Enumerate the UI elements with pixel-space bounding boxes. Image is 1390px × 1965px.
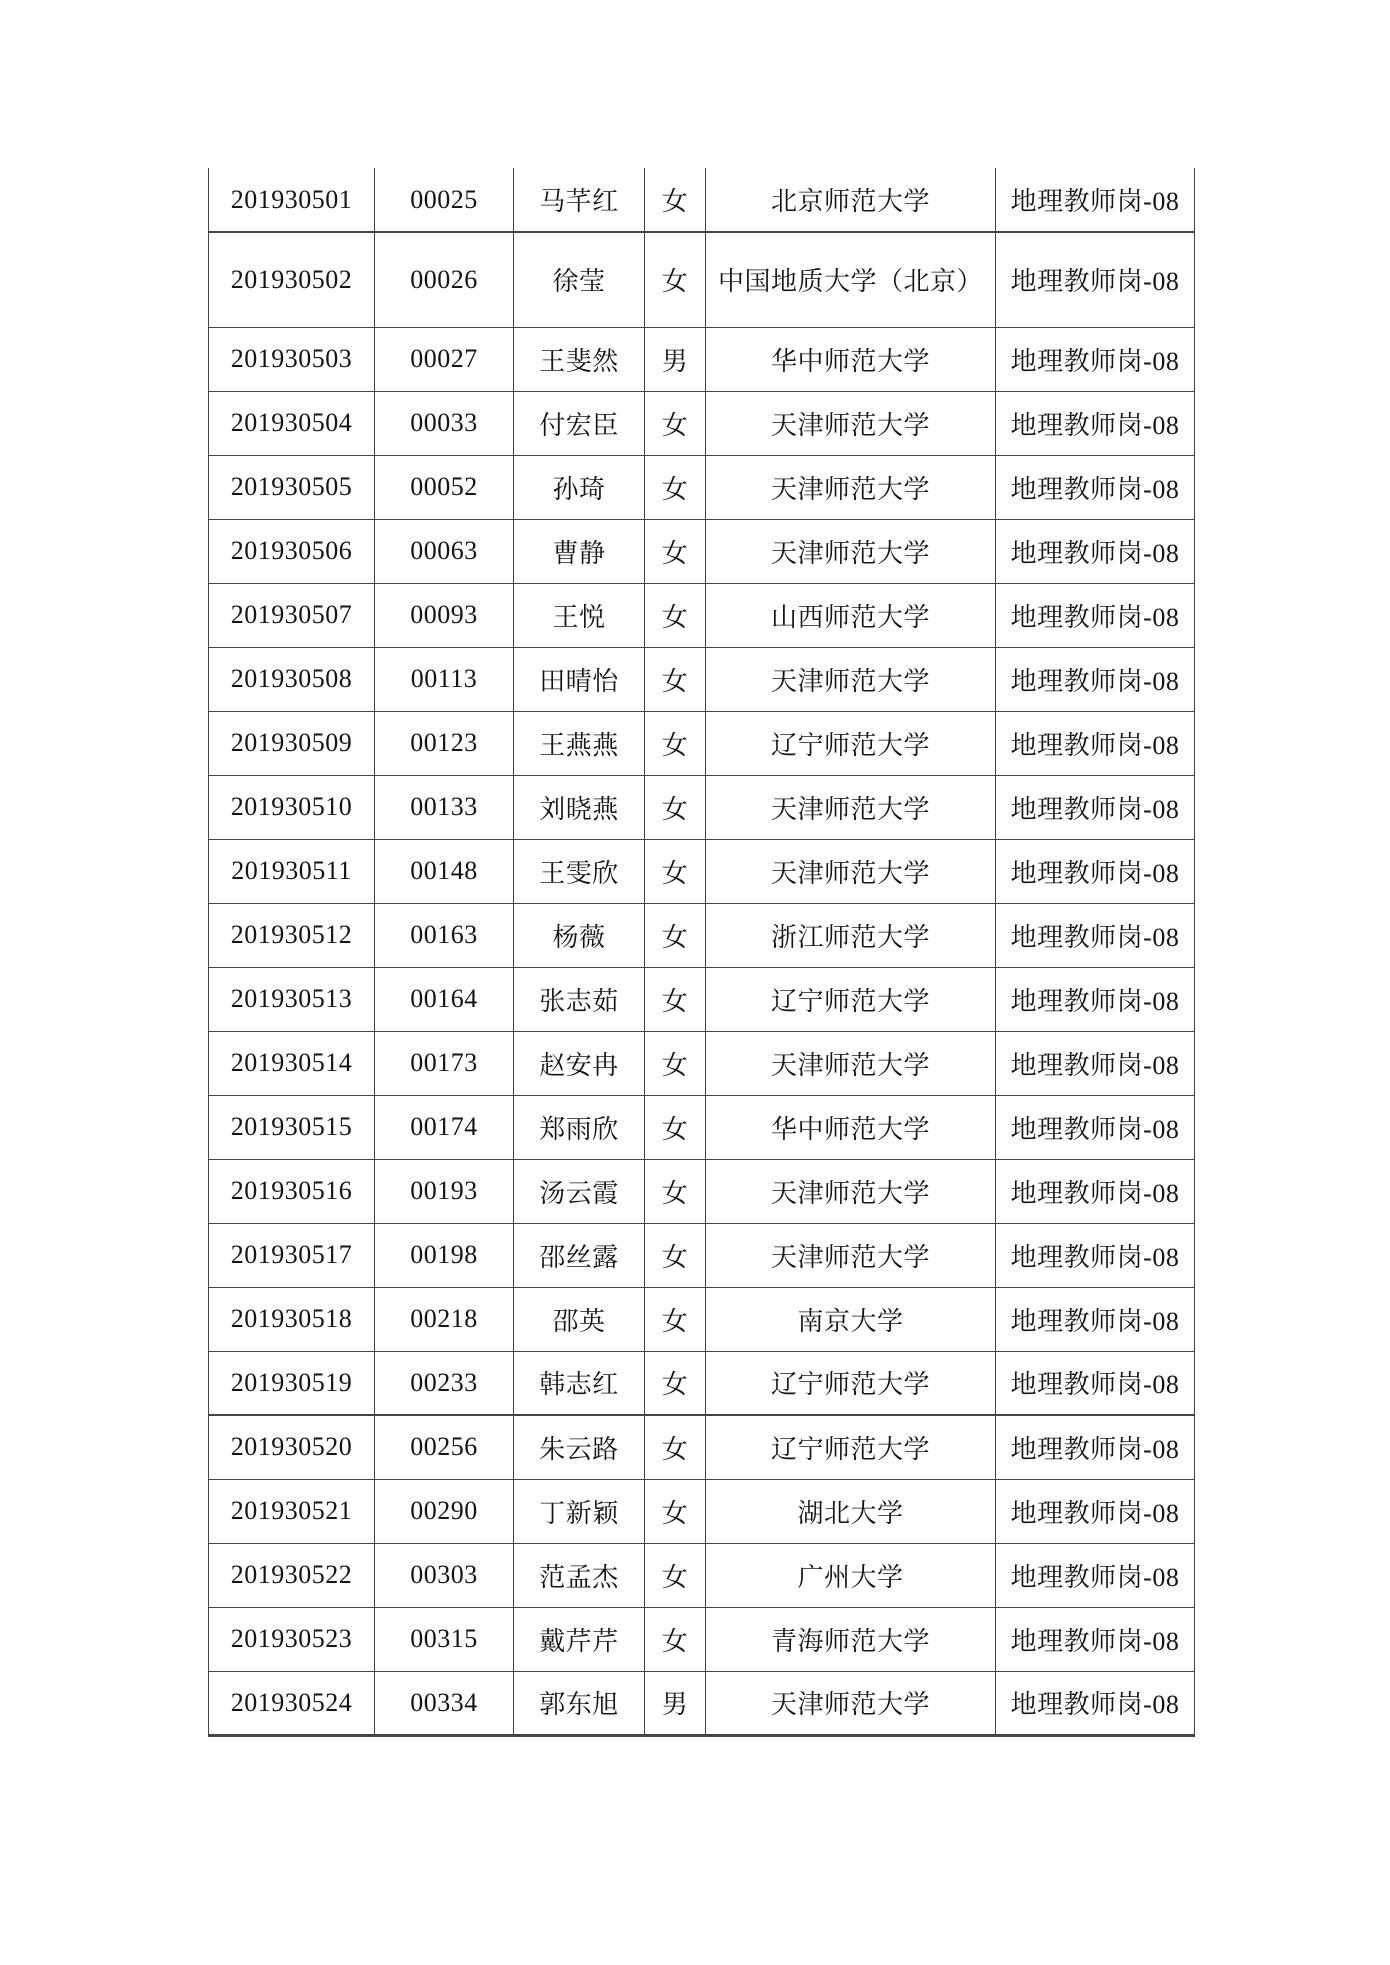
cell-registration-number: 00198 <box>375 1223 514 1287</box>
cell-gender: 女 <box>645 232 706 327</box>
cell-exam-number: 201930515 <box>209 1095 375 1159</box>
cell-graduate-school: 南京大学 <box>706 1287 996 1351</box>
cell-position: 地理教师岗-08 <box>996 1415 1195 1479</box>
cell-graduate-school: 辽宁师范大学 <box>706 1351 996 1415</box>
cell-registration-number: 00025 <box>375 168 514 232</box>
cell-position: 地理教师岗-08 <box>996 1095 1195 1159</box>
cell-candidate-name: 张志茹 <box>514 967 645 1031</box>
table-row <box>209 1287 1195 1351</box>
cell-graduate-school: 山西师范大学 <box>706 583 996 647</box>
cell-candidate-name: 王雯欣 <box>514 839 645 903</box>
table-row <box>209 583 1195 647</box>
cell-graduate-school: 天津师范大学 <box>706 647 996 711</box>
candidate-roster-table <box>208 168 1195 1737</box>
cell-gender: 女 <box>645 519 706 583</box>
cell-exam-number: 201930524 <box>209 1671 375 1735</box>
cell-exam-number: 201930520 <box>209 1415 375 1479</box>
cell-gender: 男 <box>645 327 706 391</box>
table-row <box>209 327 1195 391</box>
cell-registration-number: 00174 <box>375 1095 514 1159</box>
cell-candidate-name: 范孟杰 <box>514 1543 645 1607</box>
cell-registration-number: 00218 <box>375 1287 514 1351</box>
cell-position: 地理教师岗-08 <box>996 327 1195 391</box>
table-row <box>209 839 1195 903</box>
cell-exam-number: 201930514 <box>209 1031 375 1095</box>
cell-position: 地理教师岗-08 <box>996 1479 1195 1543</box>
cell-position: 地理教师岗-08 <box>996 583 1195 647</box>
table-row <box>209 455 1195 519</box>
cell-gender: 女 <box>645 1351 706 1415</box>
cell-gender: 女 <box>645 967 706 1031</box>
table-row <box>209 1543 1195 1607</box>
table-row <box>209 232 1195 327</box>
cell-gender: 女 <box>645 839 706 903</box>
cell-graduate-school: 中国地质大学（北京） <box>706 232 996 327</box>
cell-candidate-name: 付宏臣 <box>514 391 645 455</box>
cell-exam-number: 201930513 <box>209 967 375 1031</box>
cell-position: 地理教师岗-08 <box>996 1287 1195 1351</box>
roster-table-body <box>209 168 1195 1735</box>
cell-candidate-name: 丁新颖 <box>514 1479 645 1543</box>
cell-position: 地理教师岗-08 <box>996 839 1195 903</box>
cell-exam-number: 201930511 <box>209 839 375 903</box>
cell-registration-number: 00173 <box>375 1031 514 1095</box>
cell-registration-number: 00052 <box>375 455 514 519</box>
cell-exam-number: 201930503 <box>209 327 375 391</box>
cell-candidate-name: 孙琦 <box>514 455 645 519</box>
table-row <box>209 1607 1195 1671</box>
cell-gender: 女 <box>645 775 706 839</box>
cell-registration-number: 00256 <box>375 1415 514 1479</box>
cell-graduate-school: 天津师范大学 <box>706 1159 996 1223</box>
cell-position: 地理教师岗-08 <box>996 1543 1195 1607</box>
cell-candidate-name: 邵英 <box>514 1287 645 1351</box>
cell-registration-number: 00093 <box>375 583 514 647</box>
cell-position: 地理教师岗-08 <box>996 711 1195 775</box>
cell-graduate-school: 天津师范大学 <box>706 839 996 903</box>
cell-candidate-name: 汤云霞 <box>514 1159 645 1223</box>
table-row <box>209 711 1195 775</box>
cell-registration-number: 00193 <box>375 1159 514 1223</box>
cell-registration-number: 00133 <box>375 775 514 839</box>
cell-registration-number: 00033 <box>375 391 514 455</box>
cell-graduate-school: 天津师范大学 <box>706 1223 996 1287</box>
cell-gender: 女 <box>645 391 706 455</box>
cell-registration-number: 00164 <box>375 967 514 1031</box>
cell-gender: 女 <box>645 1095 706 1159</box>
cell-registration-number: 00315 <box>375 1607 514 1671</box>
cell-registration-number: 00334 <box>375 1671 514 1735</box>
cell-candidate-name: 郭东旭 <box>514 1671 645 1735</box>
table-row <box>209 775 1195 839</box>
cell-exam-number: 201930504 <box>209 391 375 455</box>
cell-registration-number: 00233 <box>375 1351 514 1415</box>
cell-gender: 女 <box>645 168 706 232</box>
table-row <box>209 1031 1195 1095</box>
table-row <box>209 391 1195 455</box>
cell-exam-number: 201930517 <box>209 1223 375 1287</box>
cell-exam-number: 201930516 <box>209 1159 375 1223</box>
cell-position: 地理教师岗-08 <box>996 391 1195 455</box>
cell-candidate-name: 王斐然 <box>514 327 645 391</box>
cell-graduate-school: 天津师范大学 <box>706 391 996 455</box>
cell-graduate-school: 辽宁师范大学 <box>706 1415 996 1479</box>
cell-position: 地理教师岗-08 <box>996 775 1195 839</box>
cell-gender: 女 <box>645 583 706 647</box>
cell-graduate-school: 湖北大学 <box>706 1479 996 1543</box>
cell-gender: 女 <box>645 903 706 967</box>
cell-gender: 女 <box>645 1415 706 1479</box>
cell-position: 地理教师岗-08 <box>996 1351 1195 1415</box>
cell-exam-number: 201930506 <box>209 519 375 583</box>
cell-gender: 女 <box>645 1543 706 1607</box>
cell-position: 地理教师岗-08 <box>996 967 1195 1031</box>
table-row <box>209 647 1195 711</box>
cell-gender: 女 <box>645 647 706 711</box>
cell-graduate-school: 辽宁师范大学 <box>706 711 996 775</box>
cell-exam-number: 201930501 <box>209 168 375 232</box>
cell-exam-number: 201930505 <box>209 455 375 519</box>
cell-registration-number: 00063 <box>375 519 514 583</box>
cell-position: 地理教师岗-08 <box>996 1159 1195 1223</box>
cell-position: 地理教师岗-08 <box>996 232 1195 327</box>
cell-gender: 女 <box>645 711 706 775</box>
table-row <box>209 1159 1195 1223</box>
table-row <box>209 1351 1195 1415</box>
cell-position: 地理教师岗-08 <box>996 168 1195 232</box>
cell-graduate-school: 天津师范大学 <box>706 455 996 519</box>
cell-exam-number: 201930512 <box>209 903 375 967</box>
cell-gender: 女 <box>645 1287 706 1351</box>
cell-registration-number: 00148 <box>375 839 514 903</box>
table-row <box>209 1223 1195 1287</box>
cell-exam-number: 201930522 <box>209 1543 375 1607</box>
cell-registration-number: 00290 <box>375 1479 514 1543</box>
cell-graduate-school: 天津师范大学 <box>706 1671 996 1735</box>
table-row <box>209 1415 1195 1479</box>
cell-exam-number: 201930519 <box>209 1351 375 1415</box>
cell-registration-number: 00027 <box>375 327 514 391</box>
cell-registration-number: 00303 <box>375 1543 514 1607</box>
cell-registration-number: 00026 <box>375 232 514 327</box>
cell-exam-number: 201930502 <box>209 232 375 327</box>
cell-candidate-name: 郑雨欣 <box>514 1095 645 1159</box>
cell-graduate-school: 天津师范大学 <box>706 1031 996 1095</box>
table-row <box>209 1671 1195 1735</box>
table-row <box>209 519 1195 583</box>
cell-position: 地理教师岗-08 <box>996 647 1195 711</box>
cell-graduate-school: 青海师范大学 <box>706 1607 996 1671</box>
cell-candidate-name: 杨薇 <box>514 903 645 967</box>
cell-candidate-name: 戴芹芹 <box>514 1607 645 1671</box>
cell-position: 地理教师岗-08 <box>996 903 1195 967</box>
cell-candidate-name: 曹静 <box>514 519 645 583</box>
cell-exam-number: 201930521 <box>209 1479 375 1543</box>
cell-exam-number: 201930510 <box>209 775 375 839</box>
cell-graduate-school: 广州大学 <box>706 1543 996 1607</box>
cell-graduate-school: 华中师范大学 <box>706 1095 996 1159</box>
cell-registration-number: 00123 <box>375 711 514 775</box>
cell-graduate-school: 辽宁师范大学 <box>706 967 996 1031</box>
cell-gender: 女 <box>645 455 706 519</box>
table-row <box>209 1479 1195 1543</box>
cell-registration-number: 00113 <box>375 647 514 711</box>
table-row <box>209 1095 1195 1159</box>
cell-position: 地理教师岗-08 <box>996 1223 1195 1287</box>
cell-exam-number: 201930523 <box>209 1607 375 1671</box>
cell-exam-number: 201930508 <box>209 647 375 711</box>
cell-exam-number: 201930518 <box>209 1287 375 1351</box>
cell-position: 地理教师岗-08 <box>996 519 1195 583</box>
cell-graduate-school: 北京师范大学 <box>706 168 996 232</box>
cell-gender: 女 <box>645 1031 706 1095</box>
cell-candidate-name: 刘晓燕 <box>514 775 645 839</box>
cell-gender: 男 <box>645 1671 706 1735</box>
cell-graduate-school: 天津师范大学 <box>706 519 996 583</box>
cell-exam-number: 201930507 <box>209 583 375 647</box>
cell-gender: 女 <box>645 1223 706 1287</box>
cell-candidate-name: 马芊红 <box>514 168 645 232</box>
cell-position: 地理教师岗-08 <box>996 1607 1195 1671</box>
cell-gender: 女 <box>645 1159 706 1223</box>
cell-registration-number: 00163 <box>375 903 514 967</box>
cell-candidate-name: 王悦 <box>514 583 645 647</box>
cell-position: 地理教师岗-08 <box>996 455 1195 519</box>
cell-graduate-school: 浙江师范大学 <box>706 903 996 967</box>
table-row <box>209 967 1195 1031</box>
cell-graduate-school: 天津师范大学 <box>706 775 996 839</box>
cell-candidate-name: 朱云路 <box>514 1415 645 1479</box>
cell-position: 地理教师岗-08 <box>996 1031 1195 1095</box>
cell-candidate-name: 徐莹 <box>514 232 645 327</box>
cell-candidate-name: 王燕燕 <box>514 711 645 775</box>
cell-graduate-school: 华中师范大学 <box>706 327 996 391</box>
cell-position: 地理教师岗-08 <box>996 1671 1195 1735</box>
cell-exam-number: 201930509 <box>209 711 375 775</box>
cell-candidate-name: 邵丝露 <box>514 1223 645 1287</box>
table-row <box>209 168 1195 232</box>
cell-gender: 女 <box>645 1479 706 1543</box>
cell-candidate-name: 韩志红 <box>514 1351 645 1415</box>
table-row <box>209 903 1195 967</box>
cell-candidate-name: 田晴怡 <box>514 647 645 711</box>
cell-candidate-name: 赵安冉 <box>514 1031 645 1095</box>
cell-gender: 女 <box>645 1607 706 1671</box>
